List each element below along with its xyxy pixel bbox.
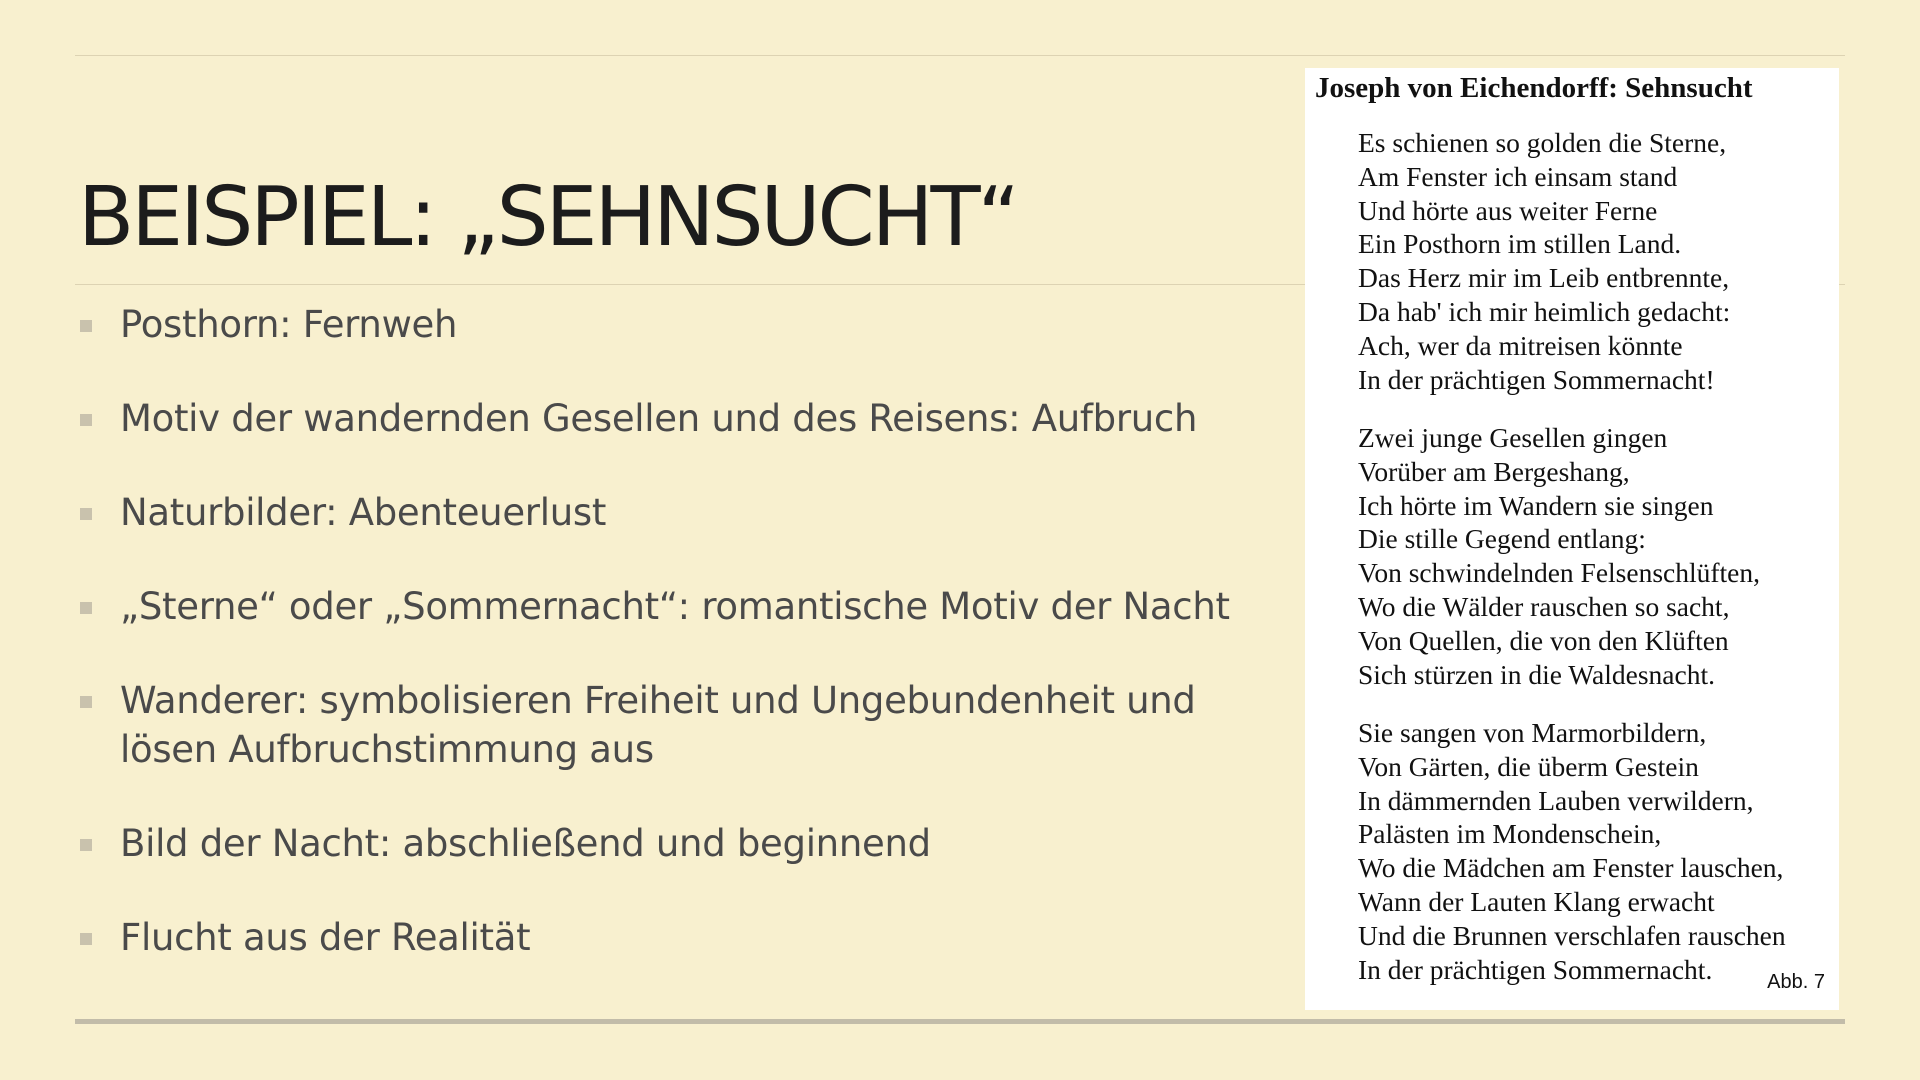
square-bullet-icon: [80, 508, 92, 520]
poem-line: Wo die Wälder rauschen so sacht,: [1358, 590, 1730, 622]
bullet-item: [78, 300, 1278, 349]
poem-line: Die stille Gegend entlang:: [1358, 523, 1646, 555]
square-bullet-icon: [80, 933, 92, 945]
square-bullet-icon: [80, 839, 92, 851]
bullet-item: [78, 676, 1278, 774]
poem-stanza-2: [1358, 421, 1760, 691]
poem-line: Wo die Mädchen am Fenster lauschen,: [1358, 852, 1784, 884]
bullet-item: [78, 913, 1278, 962]
bullet-text: Wanderer: symbolisieren Freiheit und Ungebundenheit und lösen Aufbruchstimmung aus: [120, 679, 1196, 771]
poem-stanza-3: [1358, 716, 1786, 986]
top-divider: [75, 55, 1845, 56]
square-bullet-icon: [80, 602, 92, 614]
poem-line: Sich stürzen in die Waldesnacht.: [1358, 658, 1715, 690]
poem-line: Und hörte aus weiter Ferne: [1358, 194, 1658, 226]
poem-image: [1305, 68, 1839, 1010]
square-bullet-icon: [80, 320, 92, 332]
bottom-divider: [75, 1019, 1845, 1024]
poem-line: Da hab' ich mir heimlich gedacht:: [1358, 295, 1731, 327]
poem-line: Es schienen so golden die Sterne,: [1358, 127, 1727, 158]
square-bullet-icon: [80, 414, 92, 426]
figure-label: Abb. 7: [1767, 971, 1825, 993]
poem-line: Von Gärten, die überm Gestein: [1358, 750, 1699, 782]
poem-line: Ich hörte im Wandern sie singen: [1358, 489, 1714, 521]
poem-line: Wann der Lauten Klang erwacht: [1358, 885, 1715, 917]
bullet-item: [78, 582, 1278, 631]
bullet-item: [78, 488, 1278, 537]
bullet-text: „Sterne“ oder „Sommernacht“: romantische Motiv der Nacht: [120, 585, 1230, 628]
square-bullet-icon: [80, 696, 92, 708]
poem-line: In der prächtigen Sommernacht!: [1358, 363, 1715, 395]
poem-line: Palästen im Mondenschein,: [1358, 818, 1662, 850]
bullet-text: Flucht aus der Realität: [120, 916, 531, 959]
poem-line: Zwei junge Gesellen gingen: [1358, 422, 1668, 453]
poem-line: In der prächtigen Sommernacht.: [1358, 953, 1713, 985]
bullet-text: Posthorn: Fernweh: [120, 303, 458, 346]
poem-line: Sie sangen von Marmorbildern,: [1358, 717, 1707, 748]
poem-line: Und die Brunnen verschlafen rauschen: [1358, 919, 1786, 951]
poem-line: In dämmernden Lauben verwildern,: [1358, 784, 1754, 816]
bullet-item: [78, 394, 1278, 443]
poem-line: Am Fenster ich einsam stand: [1358, 160, 1678, 192]
bullet-text: Motiv der wandernden Gesellen und des Reisens: Aufbruch: [120, 397, 1198, 440]
poem-title: Joseph von Eichendorff: Sehnsucht: [1315, 72, 1753, 104]
slide-title: BEISPIEL: „SEHNSUCHT“: [78, 169, 1018, 265]
poem-line: Von Quellen, die von den Klüften: [1358, 624, 1729, 656]
poem-line: Das Herz mir im Leib entbrennte,: [1358, 262, 1730, 294]
bullet-text: Bild der Nacht: abschließend und beginnend: [120, 822, 931, 865]
bullet-item: [78, 819, 1278, 868]
bullet-list: [78, 300, 1278, 1007]
poem-line: Vorüber am Bergeshang,: [1358, 455, 1630, 487]
poem-line: Ein Posthorn im stillen Land.: [1358, 228, 1682, 260]
poem-line: Von schwindelnden Felsenschlüften,: [1358, 557, 1760, 589]
poem-stanza-1: [1358, 126, 1730, 396]
bullet-text: Naturbilder: Abenteuerlust: [120, 491, 607, 534]
poem-line: Ach, wer da mitreisen könnte: [1358, 329, 1683, 361]
